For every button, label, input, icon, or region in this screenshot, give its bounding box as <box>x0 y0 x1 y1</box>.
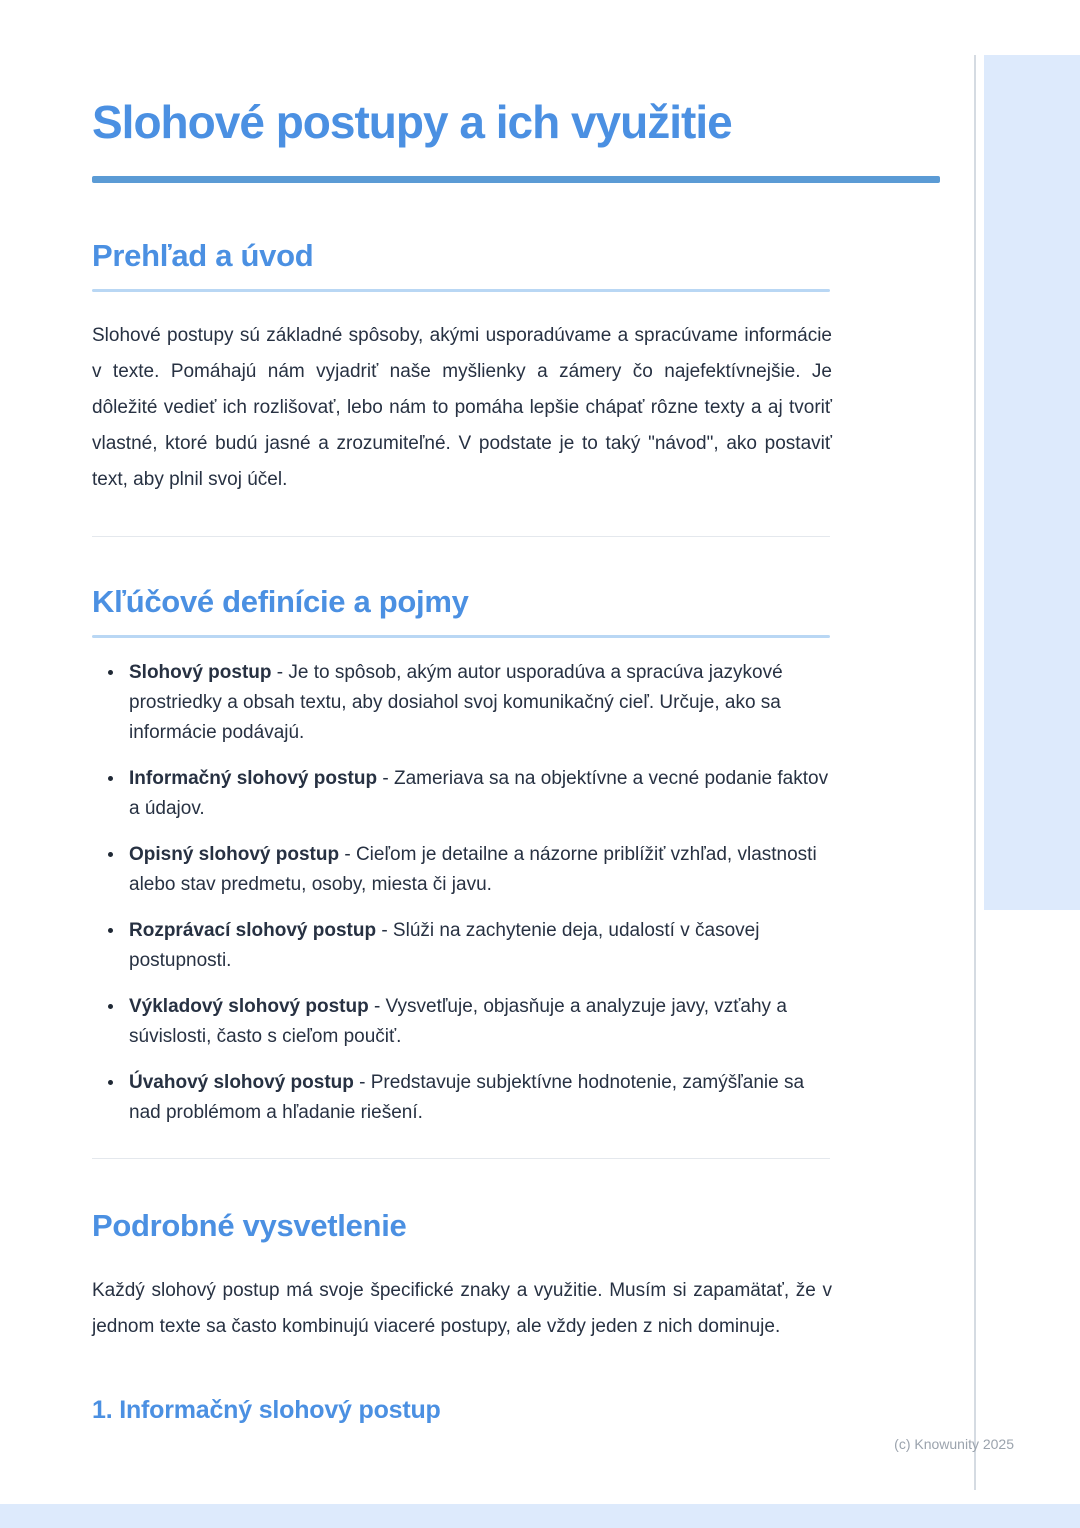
definition-term: Slohový postup <box>129 662 272 683</box>
section-heading-overview: Prehľad a úvod <box>92 238 314 273</box>
definition-term: Úvahový slohový postup <box>129 1072 354 1093</box>
definition-term: Rozprávací slohový postup <box>129 920 377 941</box>
definition-text: - Zameriava sa na objektívne a vecné podanie faktov a údajov. <box>129 768 829 819</box>
footer-credit: (c) Knowunity 2025 <box>894 1436 1014 1452</box>
section-heading-detail: Podrobné vysvetlenie <box>92 1208 407 1243</box>
list-item <box>125 764 832 824</box>
section-divider <box>92 536 830 537</box>
definitions-list <box>92 658 832 1128</box>
document-title: Slohové postupy a ich využitie <box>92 96 732 148</box>
overview-paragraph: Slohové postupy sú základné spôsoby, akými usporadúvame a spracúvame informácie v texte. Pomáhajú nám vyjadriť naše myšlienky a zámery čo najefektívnejšie. Je dôležité vedieť ich rozlišovať, lebo nám to pomáha lepšie chápať rôzne texty a aj tvoriť vlastné, ktoré budú jasné a zrozumiteľné. V podstate je to taký "návod", ako postaviť text, aby plnil svoj účel. <box>92 325 832 490</box>
definition-term: Opisný slohový postup <box>129 844 340 865</box>
section-heading-definitions: Kľúčové definície a pojmy <box>92 584 469 619</box>
title-rule <box>92 176 940 183</box>
definition-text: - Predstavuje subjektívne hodnotenie, zamýšľanie sa nad problémom a hľadanie riešení. <box>129 1072 805 1123</box>
list-item <box>125 840 832 900</box>
detail-paragraph: Každý slohový postup má svoje špecifické znaky a využitie. Musím si zapamätať, že v jednom texte sa často kombinujú viaceré postupy, ale vždy jeden z nich dominuje. <box>92 1280 832 1337</box>
definition-text: - Cieľom je detailne a názorne priblížiť vzhľad, vlastnosti alebo stav predmetu, osoby, miesta či javu. <box>129 844 817 895</box>
page-edge-line <box>974 55 976 1490</box>
background-band-bottom <box>0 1504 1080 1528</box>
section-detail <box>92 1207 832 1425</box>
document-content <box>92 0 832 1425</box>
list-item <box>125 916 832 976</box>
section-divider <box>92 1158 830 1159</box>
list-item <box>125 992 832 1052</box>
subsection-heading-informacny: 1. Informačný slohový postup <box>92 1396 441 1424</box>
list-item <box>125 1068 832 1128</box>
definition-text: - Je to spôsob, akým autor usporadúva a spracúva jazykové prostriedky a obsah textu, aby dosiahol svoj komunikačný cieľ. Určuje, ako sa informácie podávajú. <box>129 662 783 743</box>
section-definitions <box>92 583 832 1128</box>
definition-text: - Slúži na zachytenie deja, udalostí v časovej postupnosti. <box>129 920 760 971</box>
list-item <box>125 658 832 748</box>
definition-term: Výkladový slohový postup <box>129 996 369 1017</box>
section-overview <box>92 237 832 498</box>
background-band-right <box>984 55 1080 910</box>
heading-rule <box>92 635 830 638</box>
definition-text: - Vysvetľuje, objasňuje a analyzuje javy, vzťahy a súvislosti, často s cieľom poučiť. <box>129 996 787 1047</box>
heading-rule <box>92 289 830 292</box>
definition-term: Informačný slohový postup <box>129 768 378 789</box>
